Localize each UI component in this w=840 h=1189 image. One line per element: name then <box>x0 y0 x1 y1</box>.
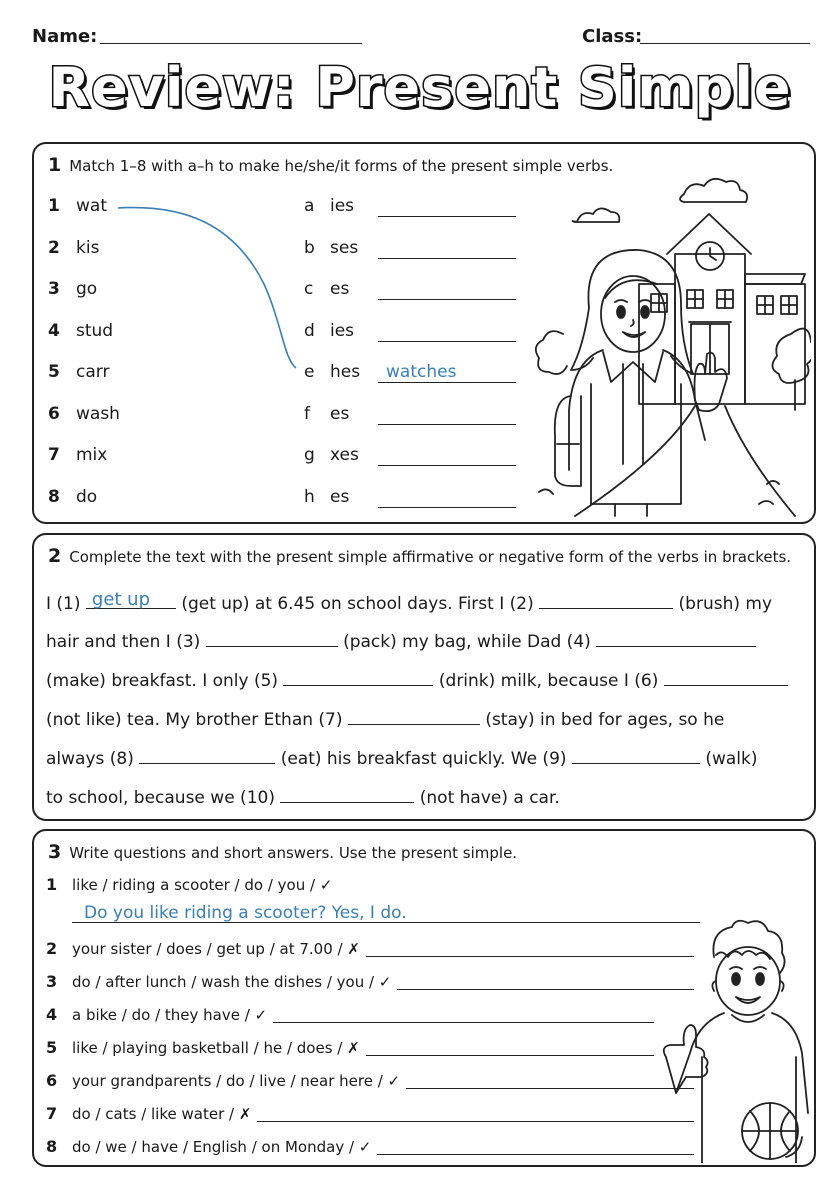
answer-1: get up <box>91 589 151 610</box>
question-number: 1 <box>46 875 58 894</box>
answer-line[interactable] <box>273 1022 654 1023</box>
question-prompt: like / playing basketball / he / does / ✗ <box>72 1039 360 1057</box>
question-item <box>46 1038 360 1057</box>
page-title: Review: Present Simple <box>48 56 792 119</box>
name-field[interactable] <box>100 43 362 44</box>
ending-letter: g <box>304 445 315 465</box>
exercise-3-instruction: 3 Write questions and short answers. Use the present simple. <box>48 841 518 863</box>
question-prompt: your sister / does / get up / at 7.00 / ✗ <box>72 940 360 958</box>
stem-word[interactable]: kis <box>76 237 100 258</box>
question-item <box>46 1104 251 1123</box>
stem-number: 4 <box>48 320 60 341</box>
question-item <box>46 1137 371 1156</box>
stem-number: 1 <box>48 196 60 216</box>
question-item <box>46 939 360 958</box>
answer-line[interactable] <box>397 989 694 990</box>
ending-letter: f <box>304 403 310 424</box>
answer-line[interactable] <box>406 1088 694 1089</box>
text-line-5: always (8) (eat) his breakfast quickly. We (9) (walk) <box>46 745 758 769</box>
text-line-3: (make) breakfast. I only (5) (drink) milk, because I (6) <box>46 667 788 691</box>
blank-5[interactable] <box>283 667 433 686</box>
question-item <box>46 1005 267 1024</box>
question-prompt: your grandparents / do / live / near here / ✓ <box>72 1072 401 1090</box>
stem-number: 7 <box>48 445 60 465</box>
exercise-1-instruction: 1 Match 1–8 with a–h to make he/she/it forms of the present simple verbs. <box>48 154 614 176</box>
question-item <box>46 875 332 894</box>
text-line-4: (not like) tea. My brother Ethan (7) (stay) in bed for ages, so he <box>46 706 724 730</box>
name-label: Name: <box>32 26 98 47</box>
exercise-2-instruction: 2 Complete the text with the present simple affirmative or negative form of the verbs in brackets. <box>48 545 792 567</box>
class-label: Class: <box>582 26 643 47</box>
question-number: 5 <box>46 1038 58 1057</box>
ending-letter: a <box>304 196 315 216</box>
ending-letter: c <box>304 279 314 299</box>
stem-number: 6 <box>48 403 60 424</box>
ending-text[interactable]: es <box>330 403 350 424</box>
stem-word[interactable]: wat <box>76 196 107 216</box>
blank-4[interactable] <box>596 628 756 647</box>
stem-number: 5 <box>48 362 60 382</box>
ending-text[interactable]: es <box>330 279 350 299</box>
exercise-2 <box>32 533 816 821</box>
stem-word[interactable]: carr <box>76 362 110 382</box>
stem-word[interactable]: stud <box>76 320 114 341</box>
ending-text[interactable]: ses <box>330 237 359 258</box>
ending-text[interactable]: ies <box>330 196 355 216</box>
exercise-3 <box>32 829 816 1167</box>
answer-line[interactable] <box>257 1121 694 1122</box>
stem-word[interactable]: go <box>76 279 98 299</box>
stem-number: 8 <box>48 486 60 507</box>
answer-line[interactable] <box>366 1055 654 1056</box>
question-number: 7 <box>46 1104 58 1123</box>
text-line-2: hair and then I (3) (pack) my bag, while Dad (4) <box>46 628 756 652</box>
blank-2[interactable] <box>539 590 673 609</box>
girl-school-illustration <box>519 174 811 519</box>
class-field[interactable] <box>640 43 810 44</box>
blank-8[interactable] <box>139 745 275 764</box>
question-item <box>46 1071 400 1090</box>
question-prompt: do / cats / like water / ✗ <box>72 1105 252 1123</box>
blank-9[interactable] <box>572 745 700 764</box>
question-item <box>46 972 391 991</box>
ending-text[interactable]: hes <box>330 362 361 382</box>
blank-6[interactable] <box>664 667 788 686</box>
ending-letter: d <box>304 320 315 341</box>
stem-word[interactable]: mix <box>76 445 108 465</box>
ending-letter: b <box>304 237 315 258</box>
text-line-6: to school, because we (10) (not have) a car. <box>46 784 560 808</box>
stem-number: 2 <box>48 237 60 258</box>
question-prompt: a bike / do / they have / ✓ <box>72 1006 268 1024</box>
question-prompt: like / riding a scooter / do / you / ✓ <box>72 876 333 894</box>
blank-1[interactable] <box>86 590 176 609</box>
question-prompt: do / after lunch / wash the dishes / you / ✓ <box>72 973 392 991</box>
question-number: 6 <box>46 1071 58 1090</box>
ending-text[interactable]: xes <box>330 445 359 465</box>
answer-line[interactable] <box>366 956 694 957</box>
answer-text: watches <box>386 362 457 382</box>
stem-word[interactable]: wash <box>76 403 120 424</box>
question-number: 8 <box>46 1137 58 1156</box>
ending-text[interactable]: ies <box>330 320 355 341</box>
text-line-1: I (1) get up (get up) at 6.45 on school days. First I (2) (brush) my <box>46 589 773 614</box>
question-prompt: do / we / have / English / on Monday / ✓ <box>72 1138 372 1156</box>
question-number: 3 <box>46 972 58 991</box>
blank-7[interactable] <box>348 706 480 725</box>
boy-basketball-illustration <box>652 917 810 1163</box>
ending-letter: e <box>304 362 315 382</box>
answer-text: Do you like riding a scooter? Yes, I do. <box>84 903 407 923</box>
question-number: 2 <box>46 939 58 958</box>
exercise-1 <box>32 142 816 524</box>
stem-word[interactable]: do <box>76 486 98 507</box>
question-number: 4 <box>46 1005 58 1024</box>
blank-3[interactable] <box>206 628 338 647</box>
ending-text[interactable]: es <box>330 486 350 507</box>
ending-letter: h <box>304 486 315 507</box>
blank-10[interactable] <box>280 784 414 803</box>
answer-line[interactable] <box>377 1154 694 1155</box>
stem-number: 3 <box>48 279 60 299</box>
